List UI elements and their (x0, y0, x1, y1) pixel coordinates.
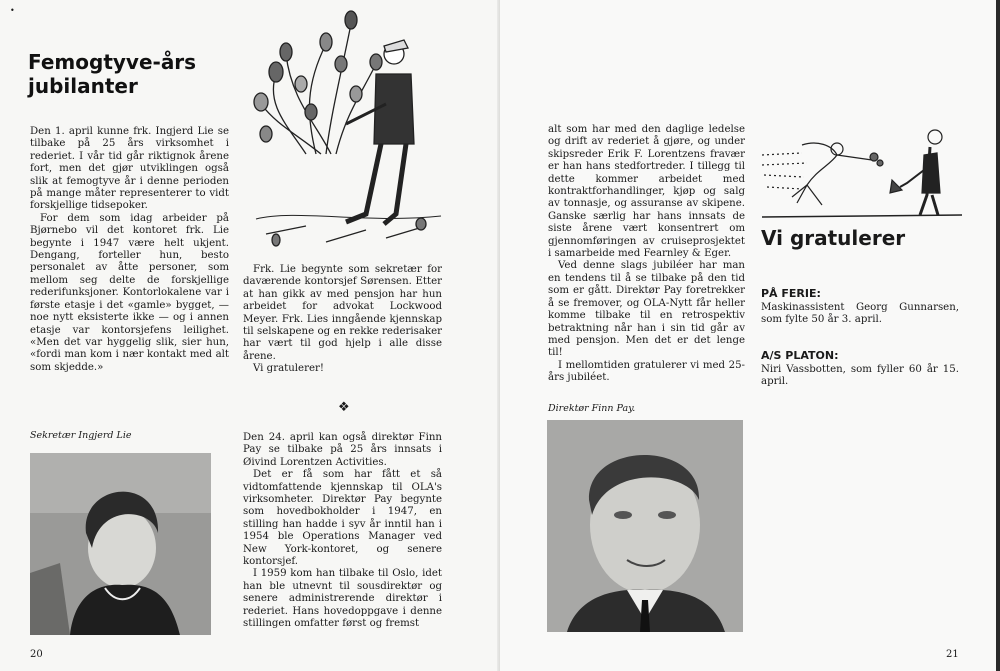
paragraph: For dem som idag arbeider på Bjørnebo vil det kontoret frk. Lie begynte i 1947 være helt ukjent. Dengang, forteller hun, besto personalet av åtte personer, som mellom seg delte de forskjellige rederifunksjoner. Kontorlokalene var i første etasje i det «gamle» bygget, — noe nytt eksisterte ikke — og i annen etasje var kontorsjefens leilighet. «Men det var hyggelig slik, sier hun, «fordi man kom i nær kontakt med alt som skjedde.» (30, 212, 229, 373)
article-column-2 (243, 264, 442, 376)
paragraph: I mellomtiden gratulerer vi med 25-års jubiléet. (548, 359, 745, 384)
page-edge (996, 0, 1000, 671)
paragraph: alt som har med den daglige ledelse og drift av rederiet å gjøre, og under skipsreder Erik F. Lorentzens fravær er han hans stedfortreder. I tillegg til dette kommer arbeidet med kontraktforhandlinger, kjøp og salg av tonnasje, og assuranse av skipene. Ganske særlig har hans innsats de siste årene vært konsentrert om gjennomføringen av cruiseprosjektet i samarbeide med Fearnley & Eger. (548, 124, 745, 260)
paragraph: Vi gratulerer! (253, 363, 324, 375)
paragraph: Det er få som har fått et så vidtomfattende kjennskap til OLA's virksomheter. Direktør Pay begynte som hovedbokholder i 1947, en stilling han hadde i syv år inntil han i 1954 ble Operations Manager ved New York-kontoret, og senere kontorsjef. (243, 469, 442, 568)
section-text: Niri Vassbotten, som fyller 60 år 15. april. (761, 364, 959, 388)
page-number: 21 (946, 649, 959, 660)
right-page (500, 0, 1000, 671)
celebration-illustration (762, 125, 962, 220)
separator-ornament: ❖ (338, 400, 350, 415)
article-column-1 (30, 126, 229, 374)
paragraph: Den 24. april kan også direktør Finn Pay se tilbake på 25 års innsats i Øivind Lorentzen Activities. (243, 432, 442, 468)
article-column-3 (548, 124, 745, 385)
page-number: 20 (30, 649, 43, 660)
bouquet-illustration (246, 4, 446, 256)
portrait-photo-ingjerd-lie (30, 453, 211, 635)
paragraph: Ved denne slags jubiléer har man en tendens til å se tilbake på den tid som er gått. Direktør Pay foretrekker å se fremover, og OLA-Nytt får heller komme tilbake til en retrospektiv betraktning når han i sin tid går av med pensjon. Men det er det lenge til! (548, 260, 745, 359)
section-text: Maskinassistent Georg Gunnarsen, som fylte 50 år 3. april. (761, 302, 959, 326)
section-label: PÅ FERIE: (761, 287, 821, 300)
article-column-2b (243, 432, 442, 631)
article-title (28, 50, 196, 98)
section-label: A/S PLATON: (761, 349, 839, 362)
paragraph: Frk. Lie begynte som sekretær for daværende kontorsjef Sørensen. Etter at han gikk av med pensjon har hun arbeidet for advokat Lockwood Meyer. Frk. Lies inngående kjennskap til selskapene og en rekke rederisaker har vært til god hjelp i alle disse årene. (243, 264, 442, 362)
corner-mark: • (10, 6, 15, 15)
portrait-photo-finn-pay (547, 420, 743, 632)
paragraph: I 1959 kom han tilbake til Oslo, idet han ble utnevnt til sousdirektør og senere administrerende direktør i rederiet. Hans hovedoppgave i denne stillingen omfatter først og fremst (243, 568, 442, 630)
photo-caption: Direktør Finn Pay. (548, 403, 636, 414)
title-line-1: Femogtyve-års (28, 50, 197, 74)
title-line-2: jubilanter (28, 74, 138, 98)
paragraph: Den 1. april kunne frk. Ingjerd Lie se tilbake på 25 års virksomhet i rederiet. I vår tid går riktignok årene fort, men det gjør utviklingen også slik at femogtyve år i denne perioden på mange måter representerer to vidt forskjellige tidsepoker. (30, 126, 229, 212)
photo-caption: Sekretær Ingjerd Lie (30, 430, 132, 441)
section-heading: Vi gratulerer (761, 226, 906, 250)
